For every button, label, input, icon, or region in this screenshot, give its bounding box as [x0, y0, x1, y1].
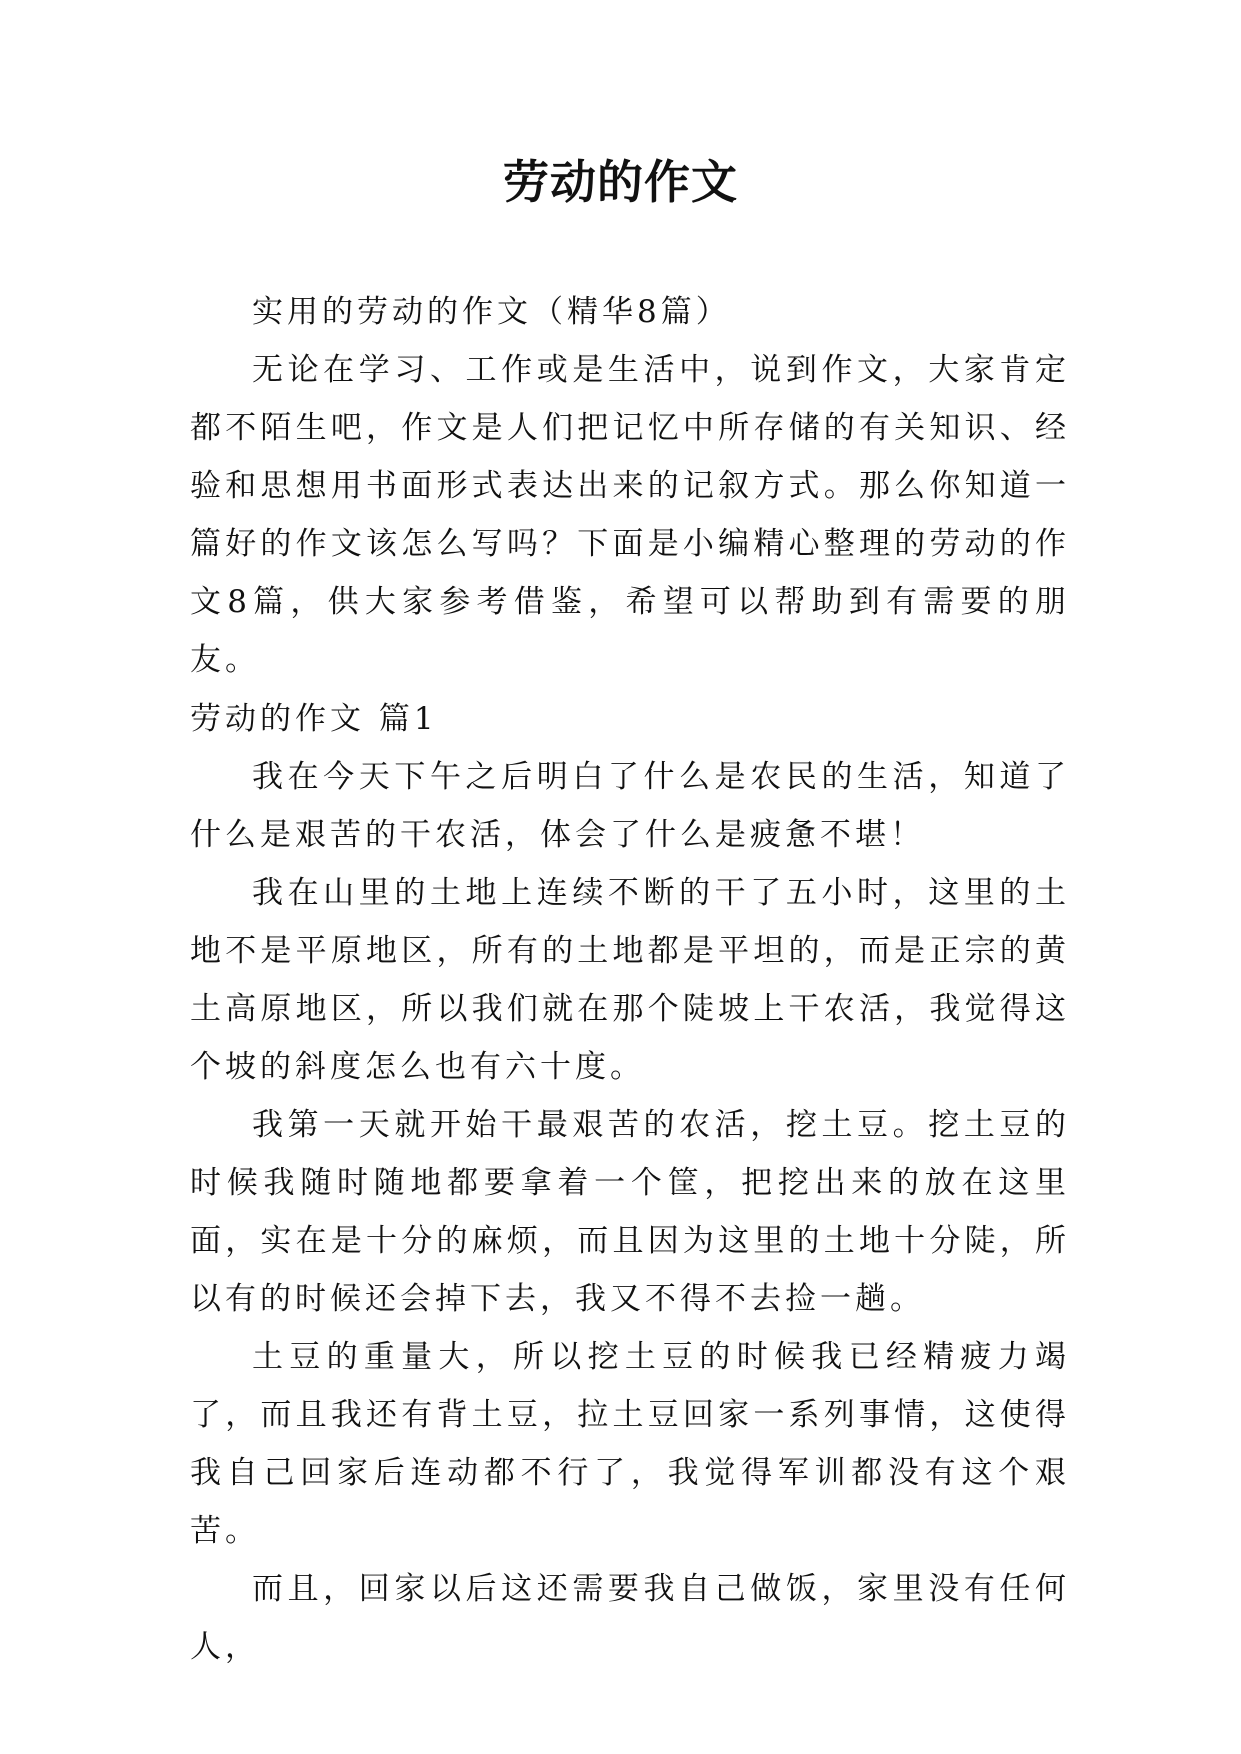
intro-block: [190, 283, 1070, 689]
body-paragraph: 我第一天就开始干最艰苦的农活，挖土豆。挖土豆的时候我随时随地都要拿着一个筐，把挖出来的放在这里面，实在是十分的麻烦，而且因为这里的土地十分陡，所以有的时候还会掉下去，我又不得不去捡一趟。: [190, 1107, 1070, 1317]
document-subtitle: 实用的劳动的作文（精华8篇）: [252, 294, 731, 330]
body-paragraph: 土豆的重量大，所以挖土豆的时候我已经精疲力竭了，而且我还有背土豆，拉土豆回家一系列事情，这使得我自己回家后连动都不行了，我觉得军训都没有这个艰苦。: [190, 1339, 1070, 1549]
intro-paragraph: 无论在学习、工作或是生活中，说到作文，大家肯定都不陌生吧，作文是人们把记忆中所存储的有关知识、经验和思想用书面形式表达出来的记叙方式。那么你知道一篇好的作文该怎么写吗？下面是小编精心整理的劳动的作文8篇，供大家参考借鉴，希望可以帮助到有需要的朋友。: [190, 352, 1070, 678]
body-paragraph: 我在山里的土地上连续不断的干了五小时，这里的土地不是平原地区，所有的土地都是平坦的，而是正宗的黄土高原地区，所以我们就在那个陡坡上干农活，我觉得这个坡的斜度怎么也有六十度。: [190, 875, 1070, 1085]
section-heading: 劳动的作文 篇1: [190, 701, 438, 737]
body-paragraph: 我在今天下午之后明白了什么是农民的生活，知道了什么是艰苦的干农活，体会了什么是疲惫不堪！: [190, 759, 1070, 853]
document-title: 劳动的作文: [503, 155, 738, 209]
section-block: [190, 690, 1070, 1676]
body-paragraph: 而且，回家以后这还需要我自己做饭，家里没有任何人，: [190, 1571, 1070, 1665]
